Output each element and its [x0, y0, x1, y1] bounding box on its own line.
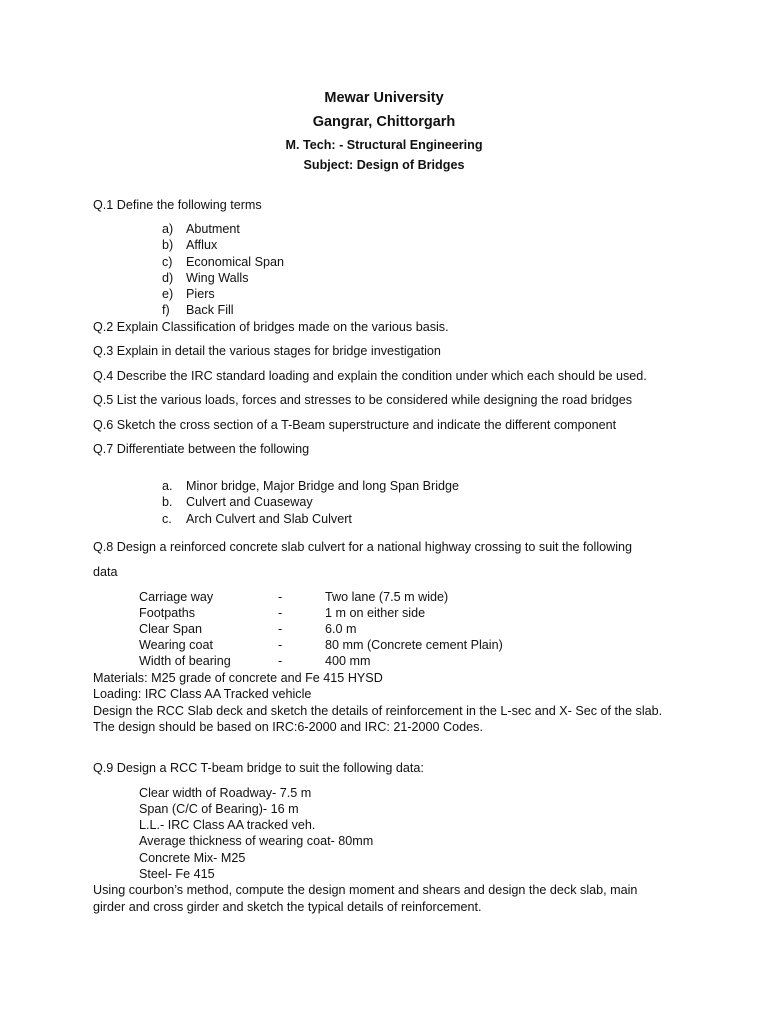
list-item-label: c) [162, 255, 173, 269]
question-2: Q.2 Explain Classification of bridges made on the various basis. [93, 320, 449, 334]
list-item: Wing Walls [186, 271, 249, 285]
list-item: Afflux [186, 238, 218, 252]
list-item-label: a. [162, 479, 173, 493]
list-item: Steel- Fe 415 [139, 867, 215, 881]
list-item: L.L.- IRC Class AA tracked veh. [139, 818, 316, 832]
q8-materials: Materials: M25 grade of concrete and Fe 415 HYSD [93, 671, 383, 685]
q9-instruction-line2: girder and cross girder and sketch the typical details of reinforcement. [93, 900, 482, 914]
list-item-label: d) [162, 271, 174, 285]
data-row-dash: - [278, 654, 283, 668]
list-item: Span (C/C of Bearing)- 16 m [139, 802, 299, 816]
data-row-label: Wearing coat [139, 638, 213, 652]
question-5: Q.5 List the various loads, forces and stresses to be considered while designing the road bridges [93, 393, 633, 407]
list-item: Arch Culvert and Slab Culvert [186, 512, 352, 526]
list-item: Average thickness of wearing coat- 80mm [139, 834, 374, 848]
data-row-value: 6.0 m [325, 622, 357, 636]
data-row-dash: - [278, 638, 283, 652]
list-item: Abutment [186, 222, 240, 236]
data-row-value: Two lane (7.5 m wide) [325, 590, 449, 604]
data-row-label: Footpaths [139, 606, 196, 620]
list-item-label: b) [162, 238, 174, 252]
q8-loading: Loading: IRC Class AA Tracked vehicle [93, 687, 312, 701]
list-item-label: e) [162, 287, 174, 301]
list-item-label: b. [162, 495, 173, 509]
list-item: Minor bridge, Major Bridge and long Span Bridge [186, 479, 460, 493]
data-row-label: Carriage way [139, 590, 214, 604]
course-title: M. Tech: - Structural Engineering [285, 138, 483, 152]
list-item: Back Fill [186, 303, 234, 317]
q8-design-codes: The design should be based on IRC:6-2000 and IRC: 21-2000 Codes. [93, 720, 483, 734]
question-7: Q.7 Differentiate between the following [93, 442, 310, 456]
list-item: Clear width of Roadway- 7.5 m [139, 786, 312, 800]
question-9: Q.9 Design a RCC T-beam bridge to suit the following data: [93, 761, 424, 775]
university-location: Gangrar, Chittorgarh [312, 114, 456, 130]
list-item: Economical Span [186, 255, 285, 269]
question-8: Q.8 Design a reinforced concrete slab culvert for a national highway crossing to suit the following [93, 540, 633, 554]
data-row-value: 80 mm (Concrete cement Plain) [325, 638, 503, 652]
data-row-dash: - [278, 590, 283, 604]
data-row-label: Width of bearing [139, 654, 231, 668]
list-item-label: a) [162, 222, 174, 236]
q8-design-instruction: Design the RCC Slab deck and sketch the details of reinforcement in the L-sec and X- Sec of the slab. [93, 704, 663, 718]
list-item-label: c. [162, 512, 172, 526]
list-item: Piers [186, 287, 215, 301]
question-3: Q.3 Explain in detail the various stages for bridge investigation [93, 344, 441, 358]
data-row-dash: - [278, 622, 283, 636]
question-1: Q.1 Define the following terms [93, 198, 262, 212]
list-item: Culvert and Cuaseway [186, 495, 313, 509]
data-row-value: 400 mm [325, 654, 371, 668]
list-item-label: f) [162, 303, 170, 317]
university-name: Mewar University [324, 90, 444, 106]
question-4: Q.4 Describe the IRC standard loading and explain the condition under which each should be used. [93, 369, 647, 383]
q9-instruction-line1: Using courbon’s method, compute the design moment and shears and design the deck slab, main [93, 883, 638, 897]
question-6: Q.6 Sketch the cross section of a T-Beam superstructure and indicate the different component [93, 418, 617, 432]
data-row-value: 1 m on either side [325, 606, 426, 620]
data-row-dash: - [278, 606, 283, 620]
question-8-continued: data [93, 565, 118, 579]
subject-title: Subject: Design of Bridges [303, 158, 465, 172]
list-item: Concrete Mix- M25 [139, 851, 246, 865]
data-row-label: Clear Span [139, 622, 203, 636]
